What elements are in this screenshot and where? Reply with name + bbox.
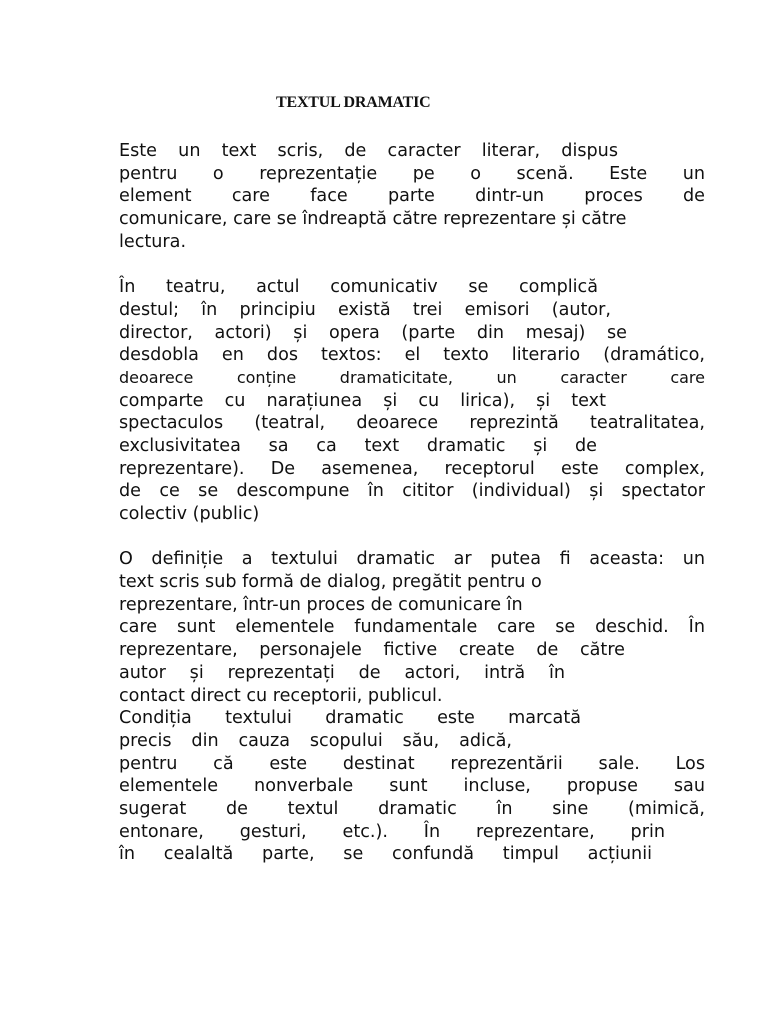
text-line: colectiv (public) xyxy=(119,504,260,524)
text-line: reprezentare). De asemenea, receptorul este complex, xyxy=(119,458,705,479)
text-line: reprezentare, personajele fictive create de către xyxy=(119,640,625,661)
paragraph xyxy=(119,140,705,253)
paragraph xyxy=(119,276,705,526)
text-line: deoarece conține dramaticitate, un caracter care xyxy=(119,367,705,387)
text-line: destul; în principiu există trei emisori (autor, xyxy=(119,299,611,320)
text-line: comparte cu narațiunea și cu lirica), și text xyxy=(119,390,606,411)
paragraph xyxy=(119,548,705,866)
text-line: contact direct cu receptorii, publicul. xyxy=(119,685,443,706)
text-line: desdobla en dos textos: el texto literario (dramático, xyxy=(119,345,705,366)
text-line: elementele nonverbale sunt incluse, propuse sau xyxy=(119,776,705,797)
text-line: pentru că este destinat reprezentării sale. Los xyxy=(119,753,705,774)
text-line: lectura. xyxy=(119,231,187,252)
text-line: O definiție a textului dramatic ar putea fi aceasta: un xyxy=(119,549,705,570)
text-line: Condiția textului dramatic este marcată xyxy=(119,708,581,729)
text-line: precis din cauza scopului său, adică, xyxy=(119,730,512,751)
text-line: director, actori) și opera (parte din mesaj) se xyxy=(119,322,627,343)
text-line: autor și reprezentați de actori, intră în xyxy=(119,662,565,683)
text-line: element care face parte dintr-un proces de xyxy=(119,186,705,207)
paragraph-gap xyxy=(119,526,705,549)
text-line: în cealaltă parte, se confundă timpul acțiunii xyxy=(119,844,652,865)
paragraph-gap xyxy=(119,253,705,276)
document-body xyxy=(119,140,705,866)
document-title: TEXTUL DRAMATIC xyxy=(276,94,431,111)
text-line: În teatru, actul comunicativ se complică xyxy=(119,277,598,298)
text-line: care sunt elementele fundamentale care se deschid. În xyxy=(119,617,705,638)
text-line: pentru o reprezentație pe o scenă. Este un xyxy=(119,163,705,184)
text-line: spectaculos (teatral, deoarece reprezintă teatralitatea, xyxy=(119,413,705,434)
text-line: Este un text scris, de caracter literar, dispus xyxy=(119,141,618,161)
text-line: entonare, gesturi, etc.). În reprezentare, prin xyxy=(119,821,665,842)
text-line: text scris sub formă de dialog, pregătit pentru o xyxy=(119,572,542,593)
text-line: comunicare, care se îndreaptă către reprezentare și către xyxy=(119,209,627,230)
text-line: reprezentare, într-un proces de comunicare în xyxy=(119,594,523,615)
text-line: sugerat de textul dramatic în sine (mimică, xyxy=(119,798,705,819)
text-line: exclusivitatea sa ca text dramatic și de xyxy=(119,435,597,456)
text-line: de ce se descompune în cititor (individual) și spectator xyxy=(119,481,705,502)
